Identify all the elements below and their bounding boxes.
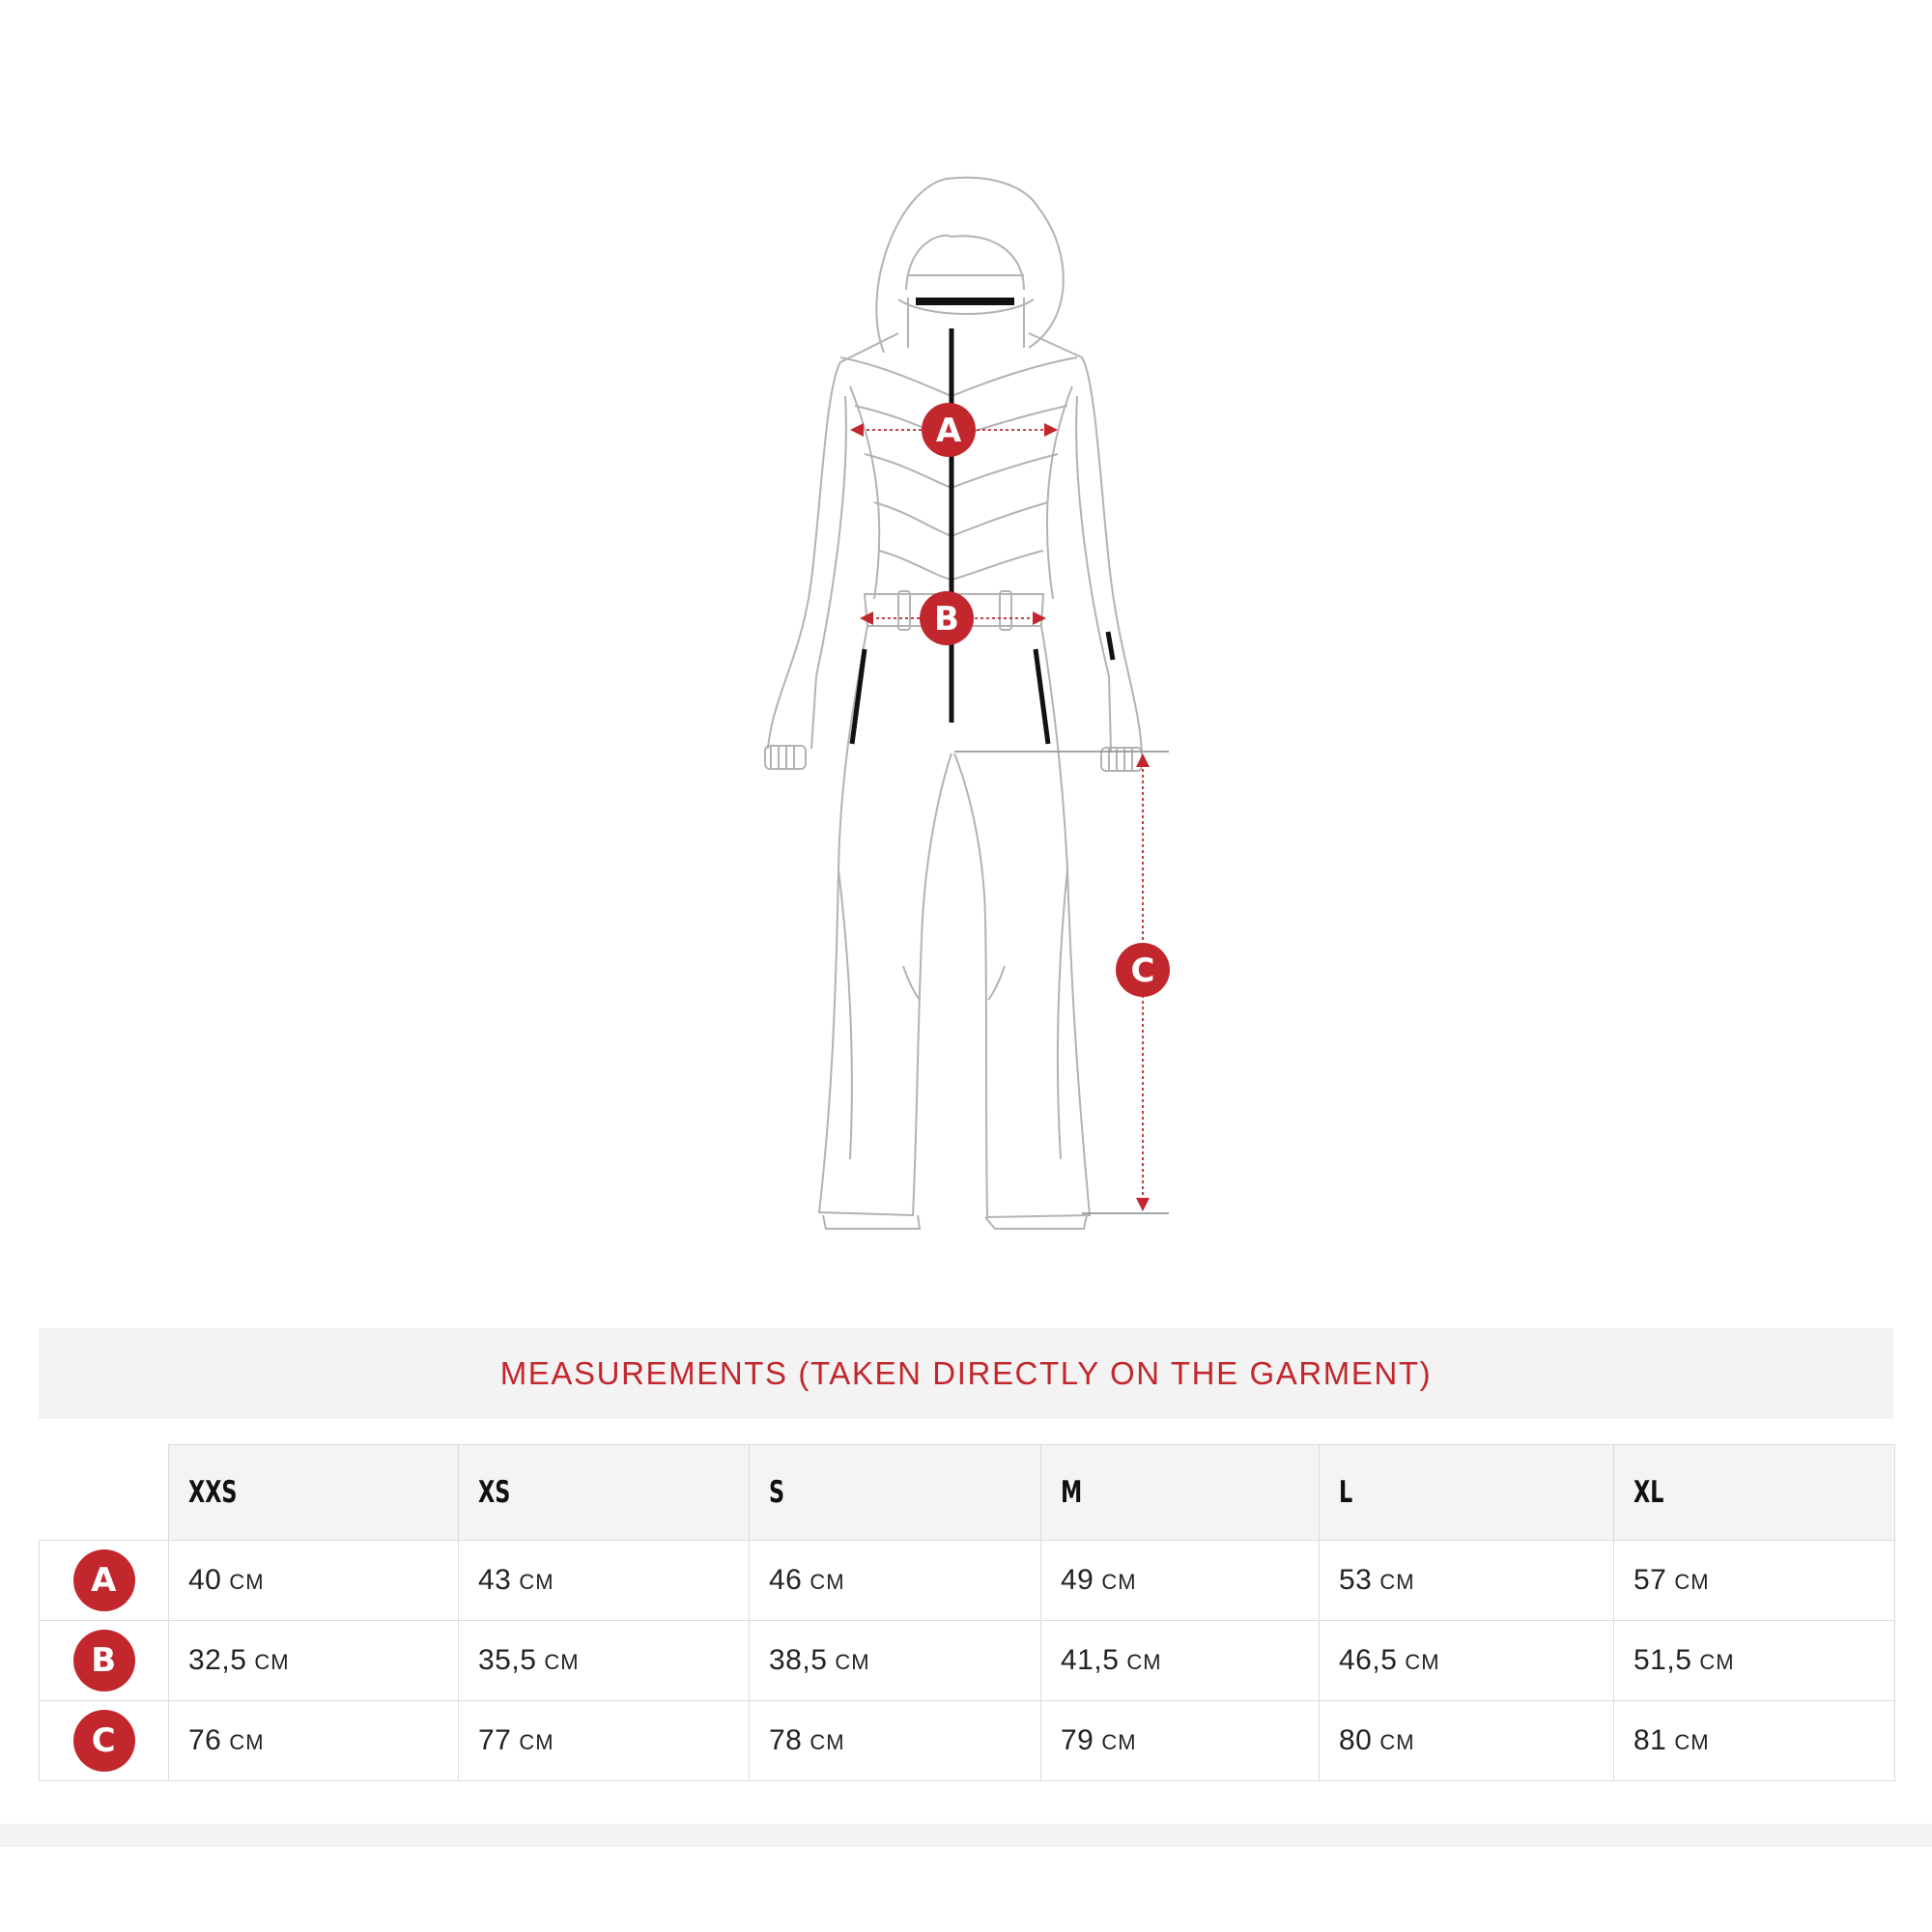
bottom-divider-band <box>0 1824 1932 1847</box>
size-header-row <box>40 1445 1895 1541</box>
row-marker-cell <box>40 1541 169 1621</box>
measurement-cell: 53 CM <box>1320 1541 1614 1621</box>
measurement-cell: 81 CM <box>1614 1701 1895 1781</box>
measurement-cell: 79 CM <box>1041 1701 1320 1781</box>
marker-a-label: A <box>935 412 962 450</box>
marker-b-badge <box>920 591 974 645</box>
measurement-cell: 57 CM <box>1614 1541 1895 1621</box>
size-header: XS <box>459 1445 750 1541</box>
size-header: XXS <box>169 1445 459 1541</box>
measurement-cell: 51,5 CM <box>1614 1621 1895 1701</box>
table-row <box>40 1621 1895 1701</box>
measurement-cell: 76 CM <box>169 1701 459 1781</box>
marker-c-label: C <box>1130 952 1155 990</box>
measurement-cell: 40 CM <box>169 1541 459 1621</box>
measurements-title: MEASUREMENTS (TAKEN DIRECTLY ON THE GARMENT) <box>499 1355 1433 1391</box>
measurement-cell: 32,5 CM <box>169 1621 459 1701</box>
size-header: L <box>1320 1445 1614 1541</box>
table-row <box>40 1701 1895 1781</box>
measurement-cell: 38,5 CM <box>750 1621 1041 1701</box>
size-header: S <box>750 1445 1041 1541</box>
row-marker-badge: C <box>73 1710 135 1772</box>
row-marker-badge: A <box>73 1549 135 1611</box>
measurement-cell: 46,5 CM <box>1320 1621 1614 1701</box>
measurement-cell: 35,5 CM <box>459 1621 750 1701</box>
measurement-cell: 80 CM <box>1320 1701 1614 1781</box>
marker-b-label: B <box>934 600 959 639</box>
table-row <box>40 1541 1895 1621</box>
size-chart-table <box>39 1444 1895 1781</box>
marker-c-badge <box>1116 943 1170 997</box>
zips <box>852 301 1113 744</box>
row-marker-cell <box>40 1701 169 1781</box>
measurement-cell: 78 CM <box>750 1701 1041 1781</box>
size-header: M <box>1041 1445 1320 1541</box>
measurement-cell: 77 CM <box>459 1701 750 1781</box>
measurements-title-bar <box>39 1328 1893 1419</box>
measurement-cell: 41,5 CM <box>1041 1621 1320 1701</box>
marker-a-badge <box>922 403 976 457</box>
row-marker-badge: B <box>73 1630 135 1691</box>
measurement-cell: 49 CM <box>1041 1541 1320 1621</box>
measurement-cell: 46 CM <box>750 1541 1041 1621</box>
measurement-cell: 43 CM <box>459 1541 750 1621</box>
size-header: XL <box>1614 1445 1895 1541</box>
row-marker-cell <box>40 1621 169 1701</box>
corner-cell <box>40 1445 169 1541</box>
